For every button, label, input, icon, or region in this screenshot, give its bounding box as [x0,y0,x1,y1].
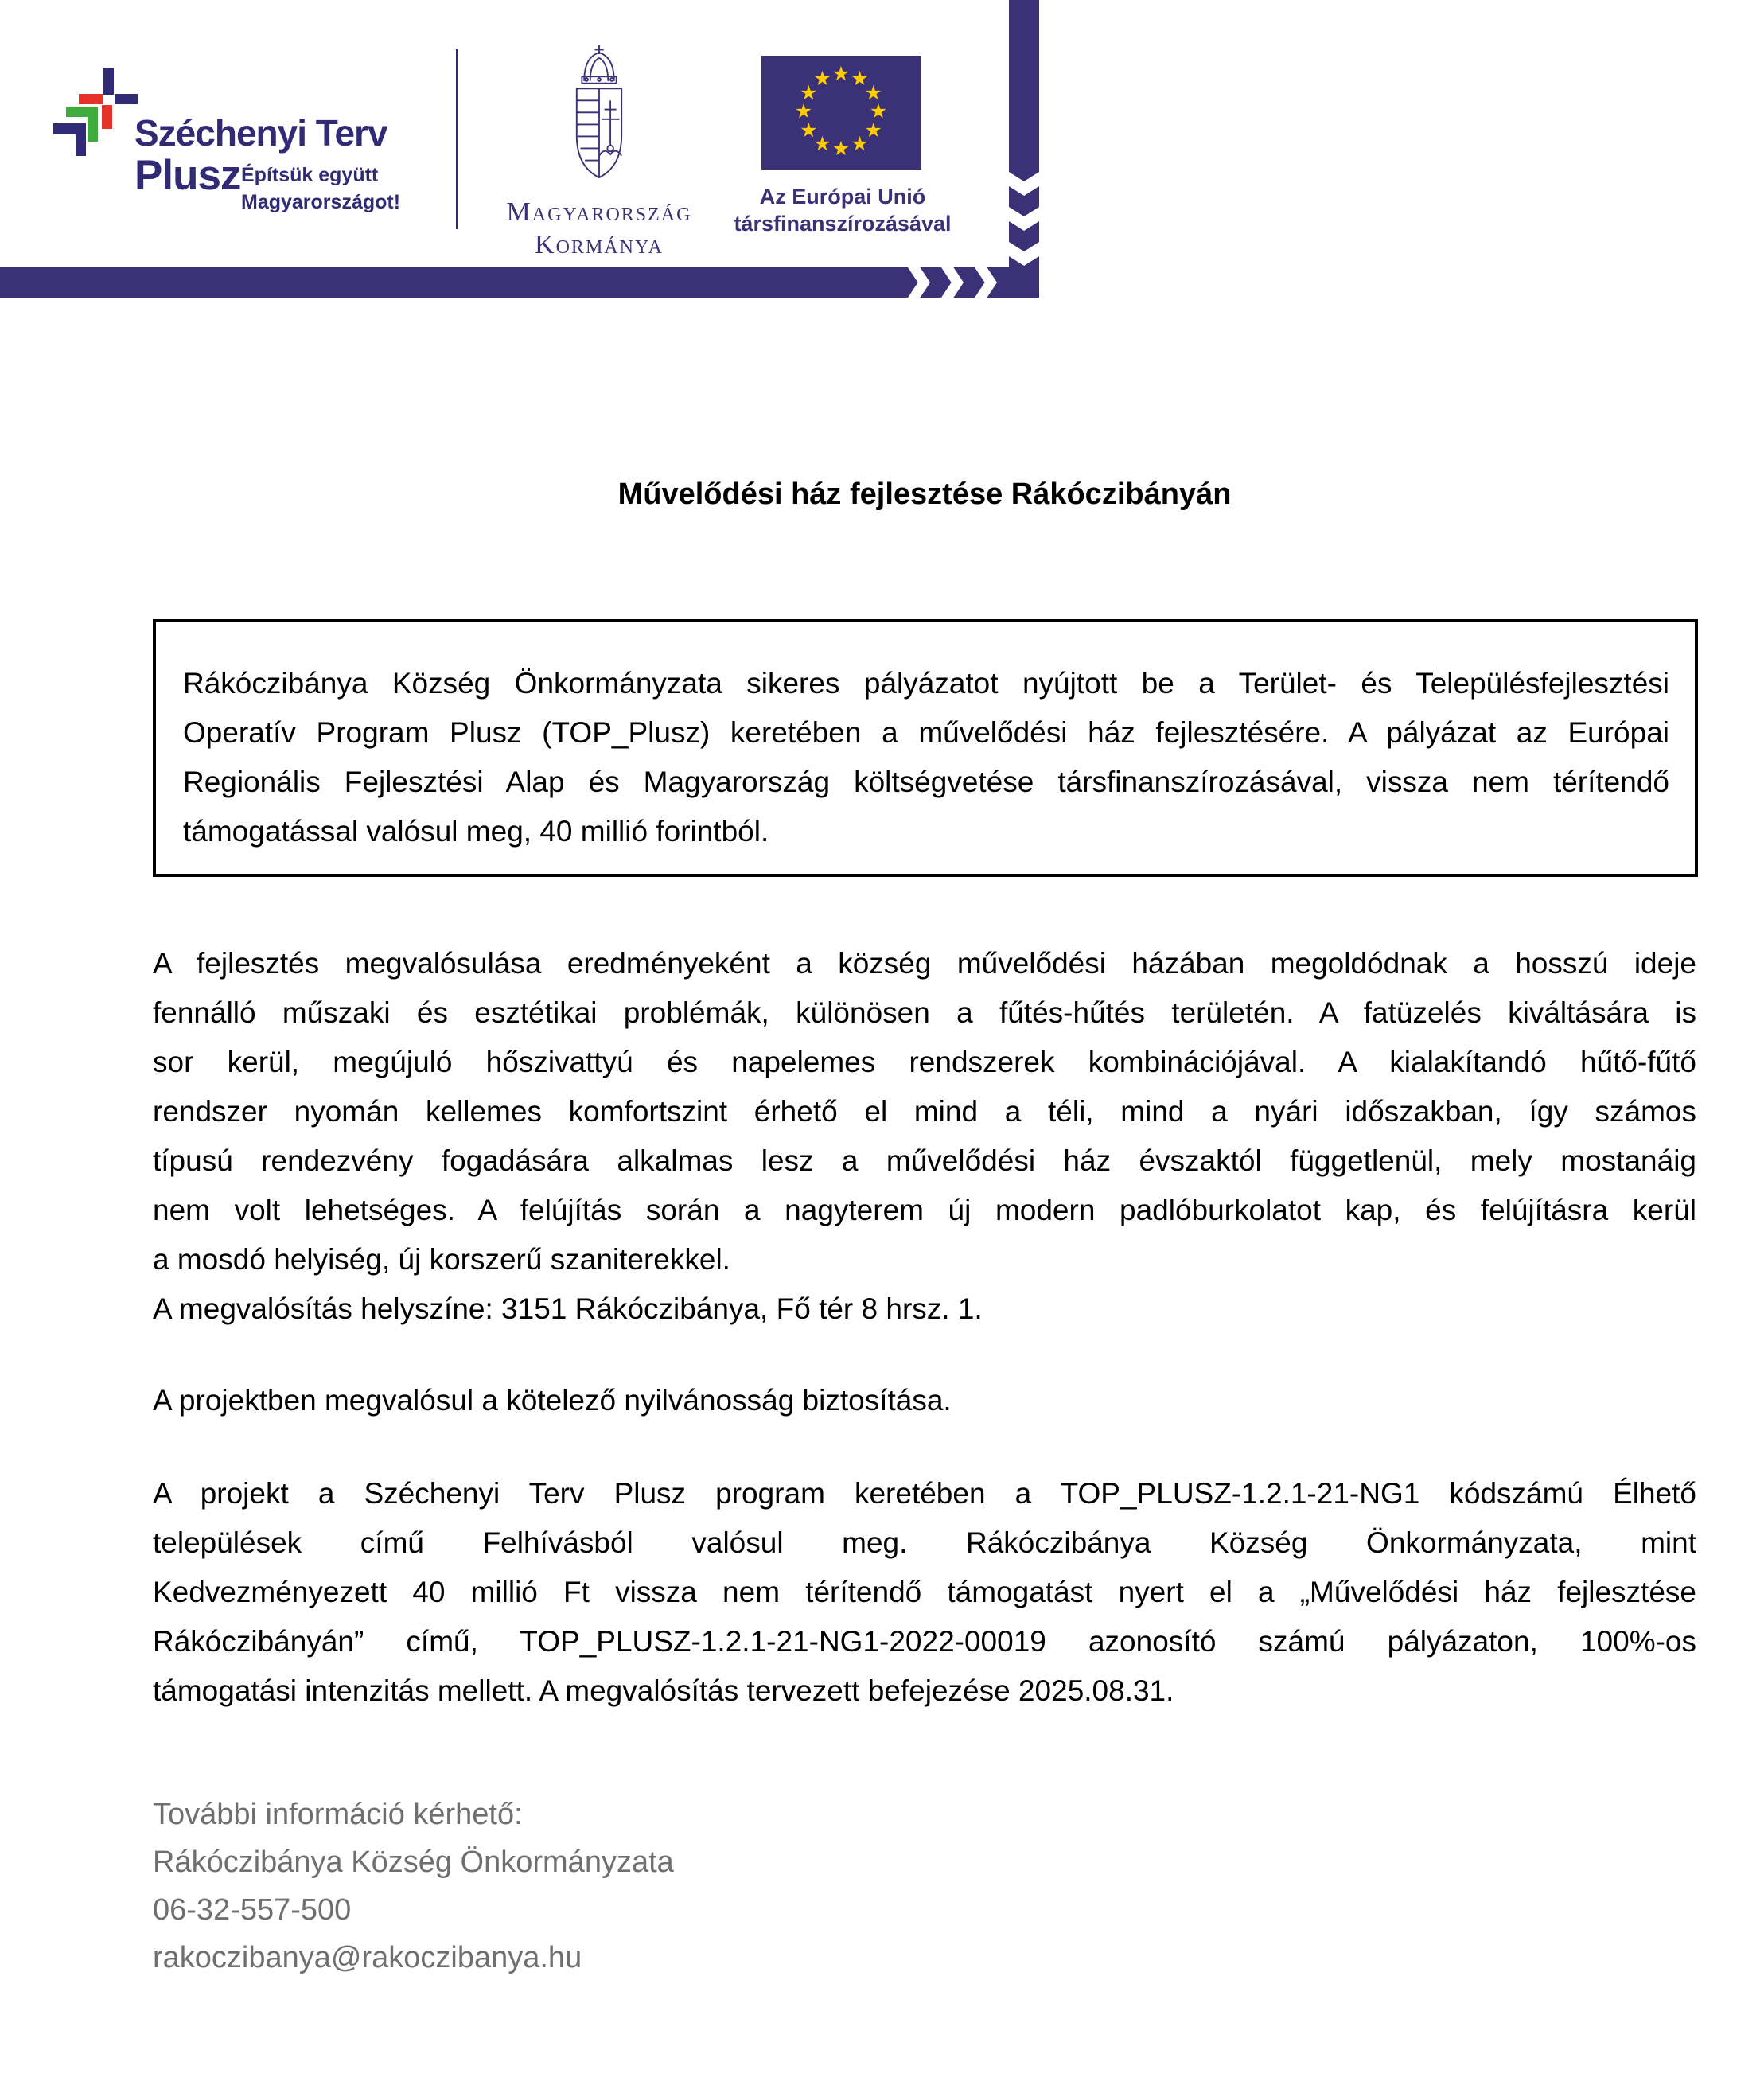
eu-star-icon: ★ [831,138,851,160]
eu-star-icon: ★ [851,132,869,155]
text-line: Kedvezményezett 40 millió Ft vissza nem térítendő támogatást nyert el a „Művelődési ház fejlesztése [153,1576,1696,1608]
text-line: Rákóczibánya Község Önkormányzata [153,1846,674,1879]
body-paragraph-2 [153,1376,1696,1425]
hungary-coat-of-arms-icon [562,41,637,193]
text-line: 06-32-557-500 [153,1893,352,1927]
header-bottom-bar [0,267,1039,298]
eu-label-line1: Az Európai Unió [759,185,926,209]
szechenyi-logo-tagline2: Magyarországot! [241,191,401,213]
government-label-line1: Magyarország [506,197,692,227]
text-line: A megvalósítás helyszíne: 3151 Rákóczibánya, Fő tér 8 hrsz. 1. [153,1292,983,1325]
eu-cofinancing-label [719,183,966,237]
text-line: A projektben megvalósul a kötelező nyilvánosság biztosítása. [153,1384,952,1417]
text-line: települések című Felhívásból valósul meg. Rákóczibánya Község Önkormányzata, mint [153,1526,1696,1559]
text-line: sor kerül, megújuló hőszivattyú és napelemes rendszerek kombinációjával. A kialakítandó hűtő-fűtő [153,1046,1696,1078]
eu-flag-icon [761,56,921,170]
text-line: A fejlesztés megvalósulása eredményeként a község művelődési házában megoldódnak a hosszú ideje [153,947,1696,980]
eu-star-icon: ★ [831,63,851,85]
eu-star-icon: ★ [869,100,888,123]
logo-green-bracket-v [88,107,98,142]
text-line: típusú rendezvény fogadására alkalmas lesz a művelődési ház évszaktól függetlenül, mely mostanáig [153,1144,1696,1177]
text-line: Operatív Program Plusz (TOP_Plusz) keretében a művelődési ház fejlesztésére. A pályázat az Európai [183,716,1669,749]
text-line: További információ kérhető: [153,1798,523,1831]
logo-cross-left-arm [79,94,103,104]
eu-star-icon: ★ [794,100,813,123]
text-line: Rákóczibánya Község Önkormányzata sikeres pályázatot nyújtott be a Terület- és Településfejlesztési [183,667,1669,700]
government-label-line2: Kormánya [535,230,664,259]
text-line: Rákóczibányán” című, TOP_PLUSZ-1.2.1-21-NG1-2022-00019 azonosító számú pályázaton, 100%-os [153,1625,1696,1658]
header-divider-line [456,49,458,229]
text-line: a mosdó helyiség, új korszerű szaniterekkel. [153,1243,730,1276]
text-line: fennálló műszaki és esztétikai problémák, különösen a fűtés-hűtés területén. A fatüzelés kiváltására is [153,996,1696,1029]
body-paragraph-3 [153,1469,1696,1716]
eu-star-icon: ★ [813,68,831,91]
eu-star-icon: ★ [864,119,882,142]
logo-cross-right-arm [115,94,138,104]
text-line: A projekt a Széchenyi Terv Plusz program keretében a TOP_PLUSZ-1.2.1-21-NG1 kódszámú Élhető [153,1477,1696,1510]
logo-navy-bracket-v [76,123,86,156]
page-title: Művelődési ház fejlesztése Rákóczibányán [617,477,1232,511]
logo-cross-top-arm [103,68,114,95]
text-line: rakoczibanya@rakoczibanya.hu [153,1941,582,1974]
eu-label-line2: társfinanszírozásával [734,212,952,236]
szechenyi-logo-text-line2: Plusz [134,152,241,199]
body-paragraph-1 [153,939,1696,1334]
logo-cross-bottom-arm [102,105,112,129]
text-line: támogatási intenzitás mellett. A megvalósítás tervezett befejezése 2025.08.31. [153,1674,1174,1707]
eu-star-icon: ★ [813,132,831,155]
government-label [472,196,726,261]
text-line: Regionális Fejlesztési Alap és Magyarország költségvetése társfinanszírozásával, vissza nem térítendő [183,766,1669,798]
eu-star-icon: ★ [800,119,818,142]
szechenyi-logo-tagline1: Építsük együtt [241,164,379,186]
eu-star-icon: ★ [864,81,882,104]
text-line: rendszer nyomán kellemes komfortszint érhető el mind a téli, mind a nyári időszakban, így számos [153,1095,1696,1128]
summary-box [153,619,1698,877]
eu-star-icon: ★ [800,81,818,104]
contact-block [153,1791,1696,1982]
text-line: támogatással valósul meg, 40 millió forintból. [183,815,769,848]
eu-star-icon: ★ [851,68,869,91]
text-line: nem volt lehetséges. A felújítás során a nagyterem új modern padlóburkolatot kap, és felújításra kerül [153,1194,1696,1226]
szechenyi-logo-text-line1: Széchenyi Terv [134,112,387,154]
